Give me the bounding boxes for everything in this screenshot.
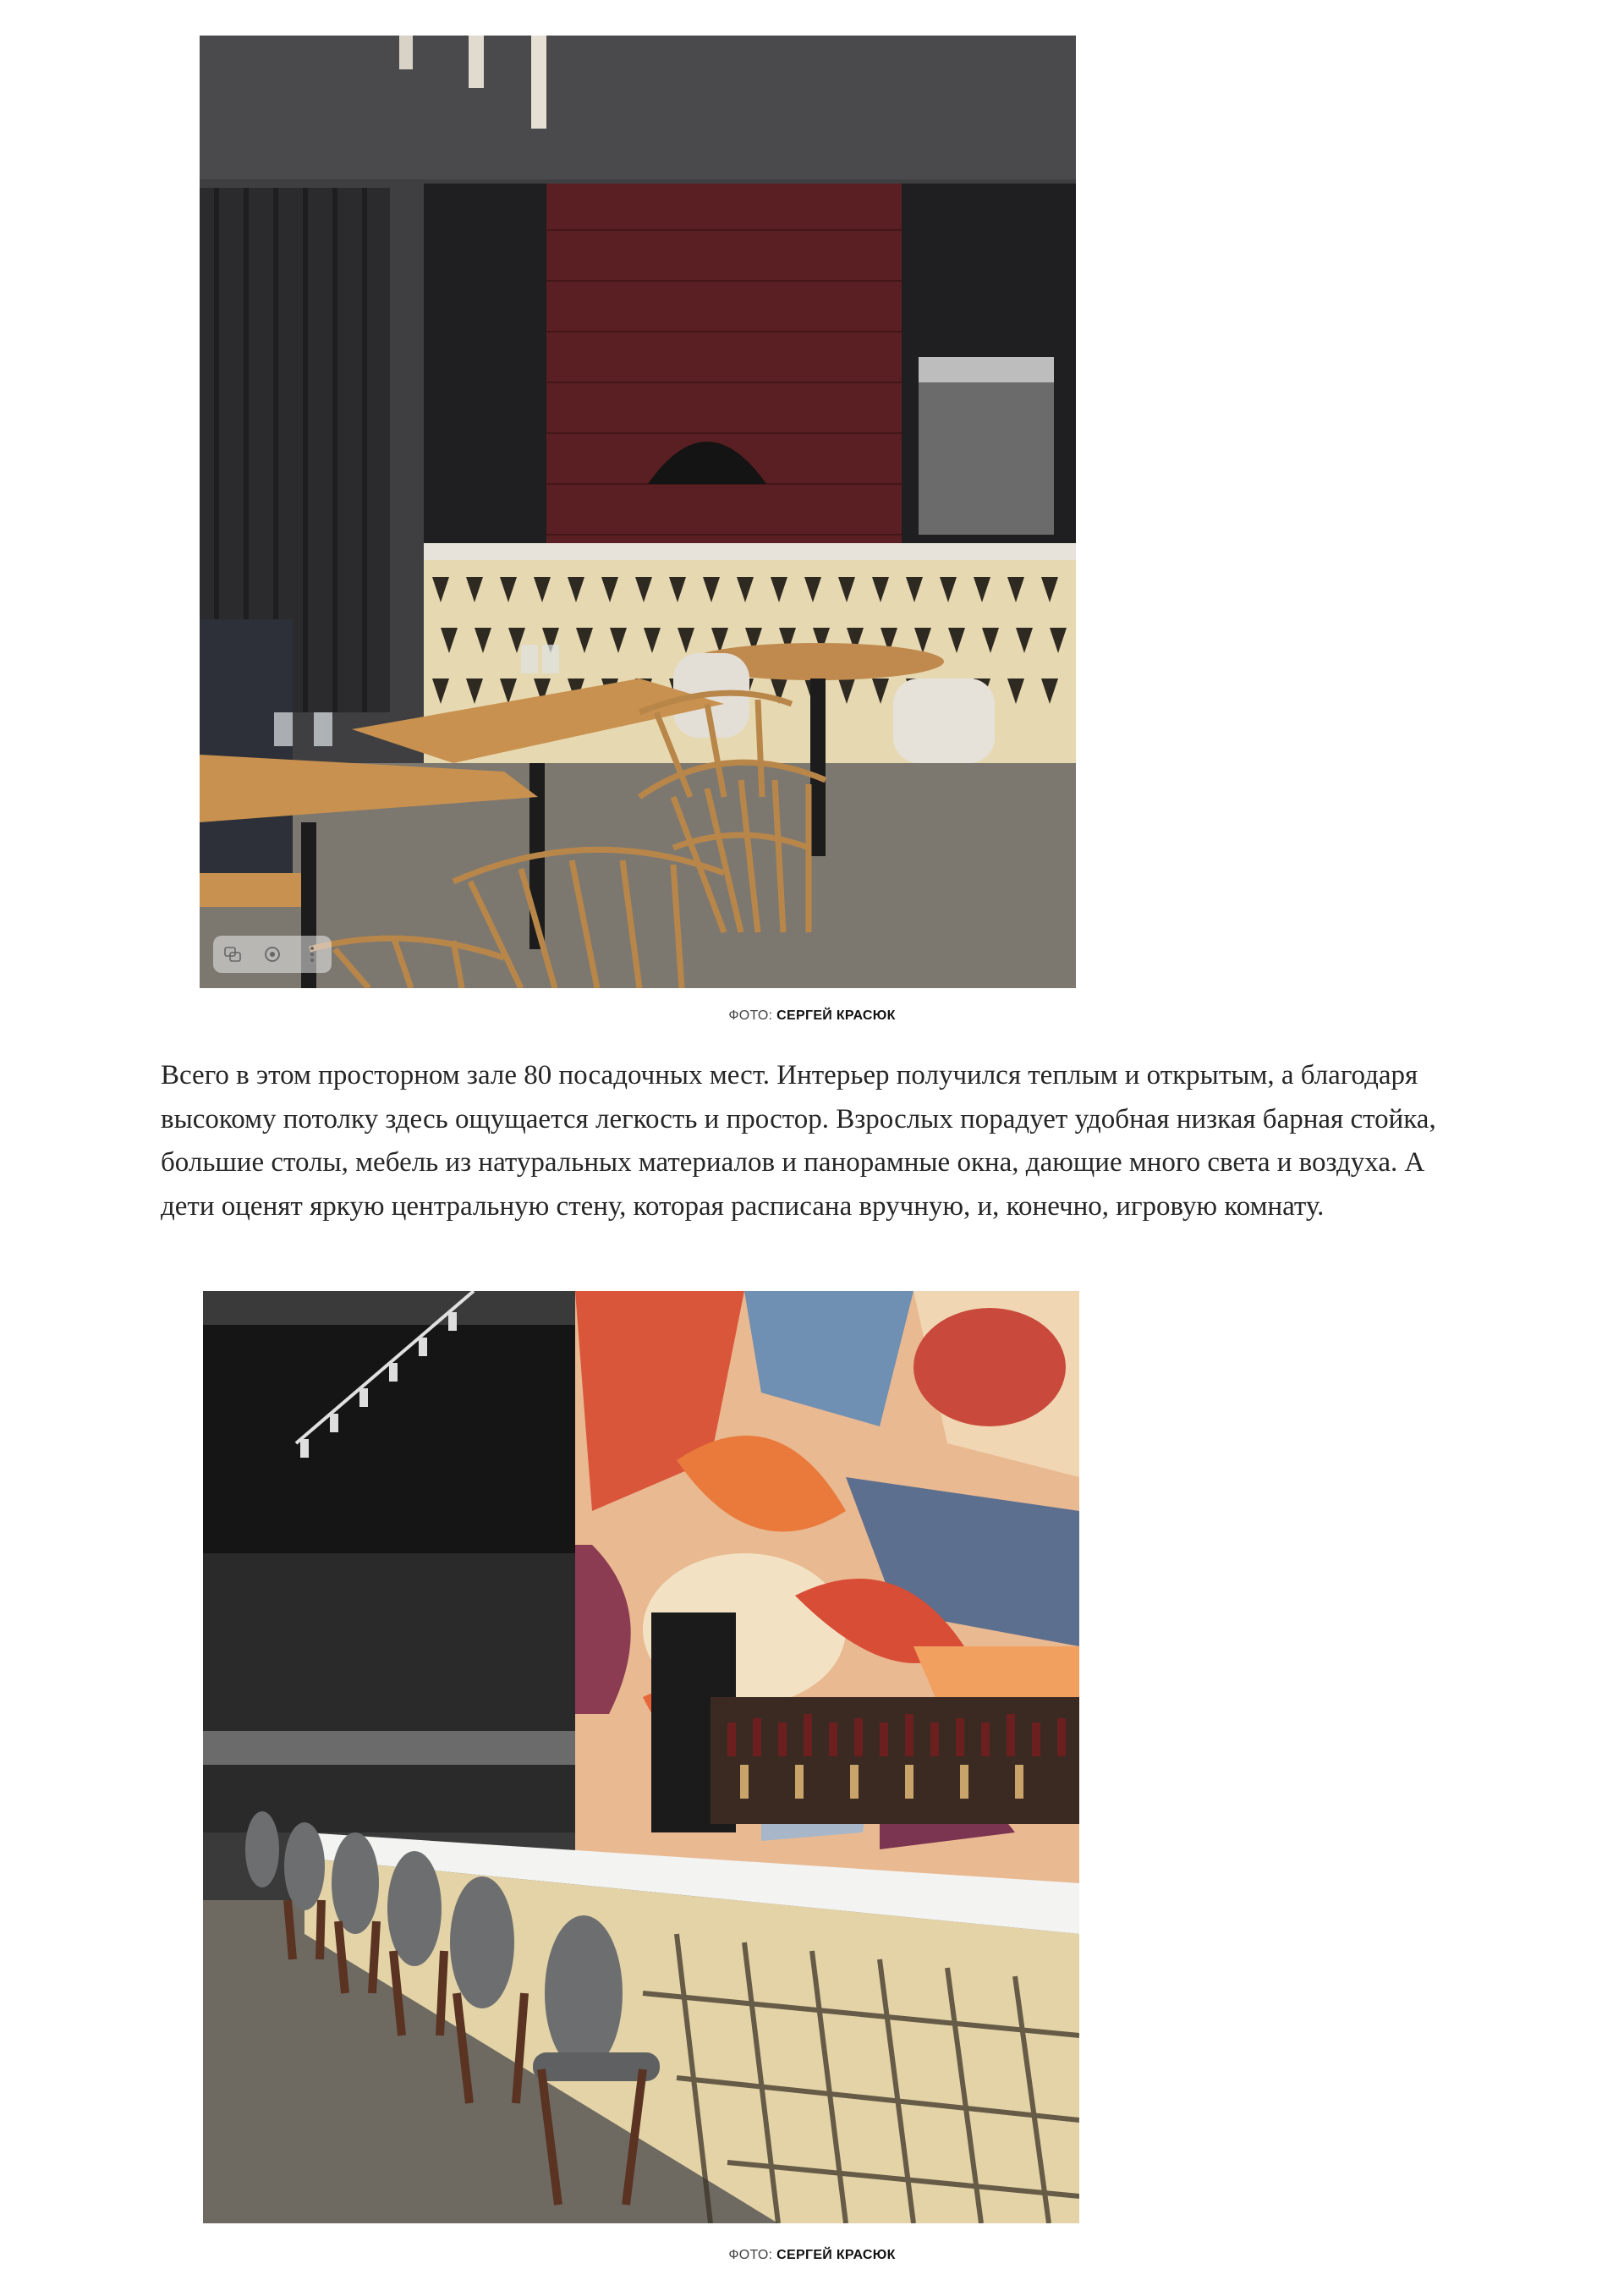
- photo-credit-label: ФОТО:: [728, 2248, 773, 2262]
- restaurant-interior-photo: [200, 36, 1076, 988]
- interior-photo-illustration: [200, 36, 1076, 988]
- photo-credit-name: СЕРГЕЙ КРАСЮК: [776, 2248, 896, 2262]
- photo-credit: [0, 1008, 1624, 1024]
- more-vert-icon[interactable]: [302, 944, 322, 964]
- bar-mural-photo: [203, 1291, 1079, 2223]
- image-overlay-toolbar: [213, 936, 332, 973]
- photo-credit-name: СЕРГЕЙ КРАСЮК: [776, 1008, 896, 1023]
- lens-icon[interactable]: [262, 944, 283, 964]
- bar-photo-illustration: [203, 1291, 1079, 2223]
- photo-credit-label: ФОТО:: [728, 1008, 773, 1023]
- article-paragraph: Всего в этом просторном зале 80 посадочных мест. Интерьер получился теплым и открытым, а благодаря высокому потолку здесь ощущается легкость и простор. Взрослых порадует удобная низкая барная стойка, большие столы, мебель из натуральных материалов и панорамные окна, дающие много света и воздуха. А дети оценят яркую центральную стену, которая расписана вручную, и, конечно, игровую комнату.: [161, 1060, 1436, 1222]
- photo-credit: [0, 2248, 1624, 2263]
- translate-icon[interactable]: [222, 944, 243, 964]
